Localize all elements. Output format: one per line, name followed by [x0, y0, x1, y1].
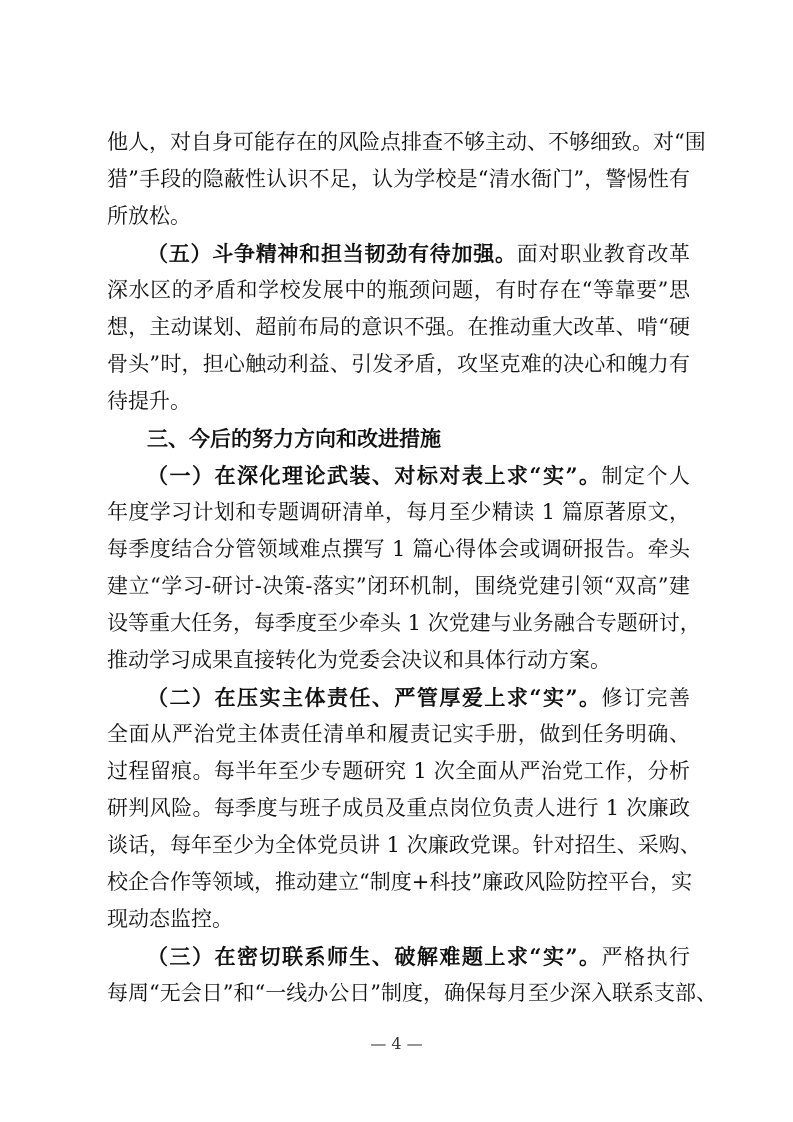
- paragraph: [107, 457, 701, 679]
- paragraph: [107, 938, 717, 1012]
- text-line: [107, 864, 693, 901]
- text-line: [107, 457, 690, 494]
- page-number: — 4 —: [370, 1034, 423, 1053]
- bold-lead: （二）在压实主体责任、严管厚爱上求“实”。: [147, 685, 602, 710]
- bold-lead: （一）在深化理论武装、对标对表上求“实”。: [147, 463, 602, 488]
- line-text: 他人，对自身可能存在的风险点排查不够主动、不够细致。对“围: [107, 130, 706, 154]
- text-line: [107, 124, 706, 161]
- text-line: [107, 790, 690, 827]
- section-heading: [107, 420, 690, 457]
- line-text: 制定个人: [601, 464, 690, 488]
- text-line: [107, 198, 690, 235]
- line-text: 谈话，每年至少为全体党员讲 1 次廉政党课。针对招生、采购、: [107, 833, 701, 857]
- text-line: [107, 753, 690, 790]
- line-text: 研判风险。每季度与班子成员及重点岗位负责人进行 1 次廉政: [107, 796, 690, 820]
- line-text: 现动态监控。: [107, 907, 233, 931]
- text-line: [107, 975, 717, 1012]
- bold-lead: （五）斗争精神和担当韧劲有待加强。: [147, 241, 517, 266]
- line-text: 骨头”时，担心触动利益、引发矛盾，攻坚克难的决心和魄力有: [107, 352, 690, 376]
- text-line: [107, 827, 701, 864]
- paragraph: [107, 235, 690, 420]
- line-text: 面对职业教育改革: [516, 242, 690, 266]
- text-line: [107, 642, 690, 679]
- text-line: [107, 938, 690, 975]
- text-line: [107, 679, 690, 716]
- text-line: [107, 901, 690, 938]
- bold-lead: 三、今后的努力方向和改进措施: [147, 426, 441, 451]
- text-line: [107, 420, 690, 457]
- line-text: 每周“无会日”和“一线办公日”制度，确保每月至少深入联系支部、: [107, 981, 717, 1005]
- line-text: 校企合作等领域，推动建立“制度+科技”廉政风险防控平台，实: [107, 870, 693, 894]
- line-text: 年度学习计划和专题调研清单，每月至少精读 1 篇原著原文，: [107, 500, 690, 524]
- line-text: 所放松。: [107, 204, 191, 228]
- line-text: 修订完善: [601, 686, 690, 710]
- line-text: 推动学习成果直接转化为党委会决议和具体行动方案。: [107, 648, 611, 672]
- line-text: 想，主动谋划、超前布局的意识不强。在推动重大改革、啃“硬: [107, 315, 690, 339]
- paragraph: [107, 124, 706, 235]
- line-text: 严格执行: [601, 945, 690, 969]
- text-line: [107, 161, 690, 198]
- text-line: [107, 605, 701, 642]
- line-text: 深水区的矛盾和学校发展中的瓶颈问题，有时存在“等靠要”思: [107, 278, 690, 302]
- line-text: 过程留痕。每半年至少专题研究 1 次全面从严治党工作，分析: [107, 759, 690, 783]
- text-line: [107, 272, 690, 309]
- line-text: 全面从严治党主体责任清单和履责记实手册，做到任务明确、: [107, 722, 690, 746]
- text-line: [107, 494, 690, 531]
- text-line: [107, 346, 690, 383]
- paragraph: [107, 679, 701, 938]
- text-line: [107, 568, 690, 605]
- line-text: 待提升。: [107, 389, 191, 413]
- text-line: [107, 383, 690, 420]
- line-text: 建立“学习-研讨-决策-落实”闭环机制，围绕党建引领“双高”建: [107, 574, 690, 598]
- text-line: [107, 716, 690, 753]
- text-line: [107, 235, 690, 272]
- text-line: [107, 309, 690, 346]
- line-text: 每季度结合分管领域难点撰写 1 篇心得体会或调研报告。牵头: [107, 537, 690, 561]
- text-line: [107, 531, 690, 568]
- document-body: [107, 124, 717, 1012]
- line-text: 设等重大任务，每季度至少牵头 1 次党建与业务融合专题研讨，: [107, 611, 701, 635]
- bold-lead: （三）在密切联系师生、破解难题上求“实”。: [147, 944, 602, 969]
- line-text: 猎”手段的隐蔽性认识不足，认为学校是“清水衙门”，警惕性有: [107, 167, 690, 191]
